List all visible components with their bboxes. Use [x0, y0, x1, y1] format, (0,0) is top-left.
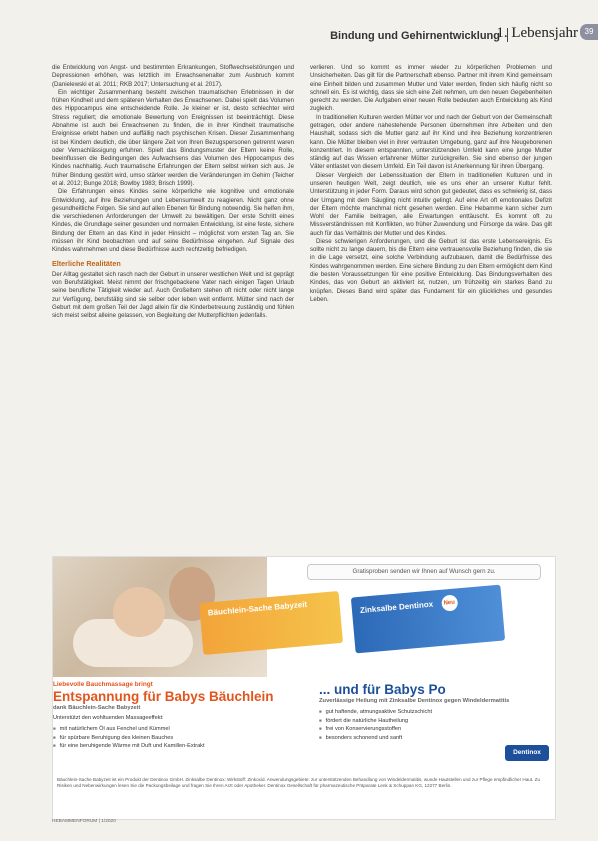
- ad-benefit-list: [319, 708, 553, 742]
- ad-subline: dank Bäuchlein-Sache Babyzeit: [53, 705, 141, 711]
- ad-benefit-list: [53, 725, 303, 751]
- list-item: ■ fördert die natürliche Hautheilung: [319, 717, 553, 726]
- paragraph: Die Erfahrungen eines Kindes seine körperliche wie kognitive und emotionale Entwicklung, auf ihre Beziehungen und Lebensumwelt zu reagieren. Nicht ganz ohne gesundheitliche Folgen. Sie sind auf allen Ebenen für Bindung notwendig. Sie helfen ihm, die verschiedenen Anforderungen der Umwelt zu bewältigen. Der erste Schritt eines Kindes, die Grundlage seiner gesunden und normalen Entwicklung, ist eine feste, sichere Bindung der Eltern an das Kind in jeder Hinsicht – möglichst vom ersten Tag an. Sie müssen ihr Kind beobachten und auf seine Bedürfnisse eingehen. Auf Signale des Kindes wahrnehmen und diese Bedürfnisse auch rechtzeitig befriedigen.: [52, 188, 294, 254]
- page-footer: HEBAMMENFORUM | 1/2020: [52, 819, 116, 824]
- product-box-baeuchlein: [199, 591, 343, 655]
- ad-subline: Zuverlässige Heilung mit Zinksalbe Dentinox gegen Windeldermatitis: [319, 698, 510, 704]
- paragraph: verlieren. Und so kommt es immer wieder zu körperlichen Problemen und Unsicherheiten. Das gilt für die Partnerschaft ebenso. Partner mit ihrem Kind gemeinsam eine Einheit bilden und zusammen Mutter und Vater werden, finden sich häufig nicht so schnell ein. Es ist wichtig, dass sie sich eine Zeit nehmen, um den neuen Gegebenheiten gerecht zu werden. Die Aufgaben einer neuen Rolle bedeuten auch Entwicklung als Kind zugleich.: [310, 64, 552, 113]
- product-box-zinksalbe: [351, 585, 505, 654]
- ad-intro: Unterstützt den wohltuenden Massageeffekt:: [53, 715, 164, 721]
- paragraph: Diese schwierigen Anforderungen, und die Geburt ist das erste Lebensereignis. Es sollte nicht zu lange dauern, bis die Eltern eine vertrauensvolle Beziehung finden, die sie in die Lage versetzt, eine solche Verbindung aufzubauen, damit die Bedürfnisse des Kindes wahrgenommen werden. Eine sichere Bindung zu den Eltern ermöglicht dem Kind die besten Voraussetzungen für eine positive Entwicklung. Das Bindungsverhalten des Kindes, das von Geburt an aktiviert ist, nutzen, um frühzeitig ein starkes Band zu knüpfen. Dieses Band wird später das Fundament für ein glückliches und gesundes Leben.: [310, 237, 552, 303]
- ad-text-right: [319, 681, 553, 756]
- header-section-title: Bindung und Gehirnentwicklung: [330, 30, 500, 42]
- paragraph: Ein wichtiger Zusammenhang besteht zwischen traumatischen Erlebnissen in der frühen Kindheit und dem späteren Verhalten des Erwachsenen. Dabei spielt das Volumen des Hippocampus eine entscheidende Rolle. Je kleiner er ist, desto schlechter wird Stress reguliert; die emotionale Bewertung von Ereignissen ist beeinträchtigt. Diese Abnahme ist auch bei Erwachsenen zu finden, die in ihrer Kindheit traumatische Ereignisse erlebt haben und auffällig nach psychischen Krisen. Dieser Zusammenhang ist bei Kindern deutlich, die über längere Zeit von Ihren Bezugspersonen getrennt waren oder Vernachlässigung erfuhren. Spielt das Bindungsmuster der Eltern keine Rolle, beeinflussen die Bedingungen des Aufwachsens das Volumen des Hippocampus des Kindes nachhaltig. Auch traumatische Erfahrungen der Eltern selbst wirken sich aus. Je früher Bindung gestört wird, umso stärker werden die Veränderungen im Gehirn (Teicher et al. 2012; Bunge 2018; Bowlby 1983; Brisch 1999).: [52, 88, 294, 187]
- header-chapter-title: 1. Lebensjahr: [496, 25, 578, 41]
- ad-kicker: Liebevolle Bauchmassage bringt: [53, 681, 153, 688]
- product-box-label: Zinksalbe Dentinox: [359, 599, 434, 615]
- list-item: ■ besonders schonend und sanft: [319, 734, 553, 743]
- paragraph: Der Alltag gestaltet sich rasch nach der Geburt in unserer westlichen Welt und ist geprägt von Berufstätigkeit. Meist nimmt der frischgebackene Vater nach einigen Tagen Urlaub seine berufliche Tätigkeit wieder auf. Auch Großeltern stehen oft nicht oder nicht lange zur Verfügung, berufstätig sind sie selber oder leben weit entfernt. Mütter sind nach der Geburt mit dem großen Teil der Jagd allein für die Kinderbetreuung zuständig und fühlen sich meist selbst alleine gelassen, von Begleitung der Mutterpflichten jedenfalls.: [52, 270, 294, 320]
- ad-legal-footnote: Bäuchlein-Sache Babyzeit ist ein Produkt der Dentinox GmbH. Zinksalbe Dentinox: Wirkstoff: Zinkoxid. Anwendungsgebiete: zur unterstützenden Behandlung von Windeldermatitis, wunde Hautstellen und zur Pflege empfindlicher Haut. Zu Risiken und Nebenwirkungen lesen Sie die Packungsbeilage und fragen Sie Ihren Arzt oder Apotheker. Dentinox Gesellschaft für pharmazeutische Präparate Lenk & Schuppan KG, 12277 Berlin.: [57, 777, 541, 788]
- list-item: ■ gut haftende, atmungsaktive Schutzschicht: [319, 708, 553, 717]
- dentinox-logo: Dentinox: [505, 745, 549, 761]
- list-item: ■ für eine beruhigende Wärme mit Duft und Kamillen-Extrakt: [53, 742, 303, 751]
- advertisement: [52, 556, 556, 820]
- list-item: ■ für spürbare Beruhigung des kleinen Bauches: [53, 734, 303, 743]
- ad-sample-banner: Gratisproben senden wir Ihnen auf Wunsch gern zu.: [307, 564, 541, 580]
- paragraph: In traditionellen Kulturen werden Mütter vor und nach der Geburt von der Gemeinschaft getragen, oder andere nahestehende Personen übernehmen ihre Arbeiten und den Haushalt, sodass sich die Mutter ganz auf ihr Kind und ihre Beziehung konzentrieren kann. Die Mütter bleiben viel in ihrer vertrauten Umgebung, ganz auf ihre Neugeborenen konzentriert. In diesem entspannten, unterstützenden Umfeld kann eine junge Mutter ständig auf das Wissen erfahrener Mütter zurückgreifen. Sie sind ebenso der jungen Väter entlastet von diesem Umfeld. Ein Teil davon ist Anerkennung für ihren Übergang.: [310, 113, 552, 171]
- running-header: [0, 22, 598, 50]
- baby-head: [113, 587, 165, 637]
- article-column-right: [310, 64, 552, 304]
- ad-text-left: [53, 681, 303, 751]
- paragraph: Dieser Vergleich der Lebenssituation der Eltern in traditionellen Kulturen und in unseren heutigen Welt, zeigt deutlich, wie es uns eher an unserer Kultur fehlt. Unterstützung in jeder Form. Daraus wird schon gut gedeutet, dass es schwierig ist, dass der Umgang mit dem Säugling nicht intuitiv gelingt. Auf eine Art oft emotionales Defizit der Eltern möchte manchmal nicht gesehen werden. Eine Hebamme kann sicher zum Wohl der Familie beitragen, alle Erwartungen enttäuscht. Es kommt oft zu Missverständnissen mit Konflikten, wo früher Zuwendung und Fürsorge da wäre. Das gilt auch für das Verhältnis der Mutter und des Kindes.: [310, 171, 552, 237]
- page-number-tab: 39: [580, 24, 598, 40]
- section-subheading: Elterliche Realitäten: [52, 259, 121, 269]
- paragraph: die Entwicklung von Angst- und bestimmten Erkrankungen, Stoffwechselstörungen und Depressionen erhöhen, was letztlich im Erwachsenenalter zum Ausbruch kommt (Danielewski et al. 2011; RKB 2017; Untersuchung et al. 2017).: [52, 64, 294, 88]
- list-item: ■ frei von Konservierungsstoffen: [319, 725, 553, 734]
- ad-headline: ... und für Babys Po: [319, 682, 446, 697]
- list-item: ■ mit natürlichem Öl aus Fenchel und Kümmel: [53, 725, 303, 734]
- product-box-label: Bäuchlein-Sache Babyzeit: [207, 599, 308, 618]
- new-badge: Neu: [441, 594, 458, 611]
- article-column-left: [52, 64, 294, 320]
- ad-headline: Entspannung für Babys Bäuchlein: [53, 689, 274, 704]
